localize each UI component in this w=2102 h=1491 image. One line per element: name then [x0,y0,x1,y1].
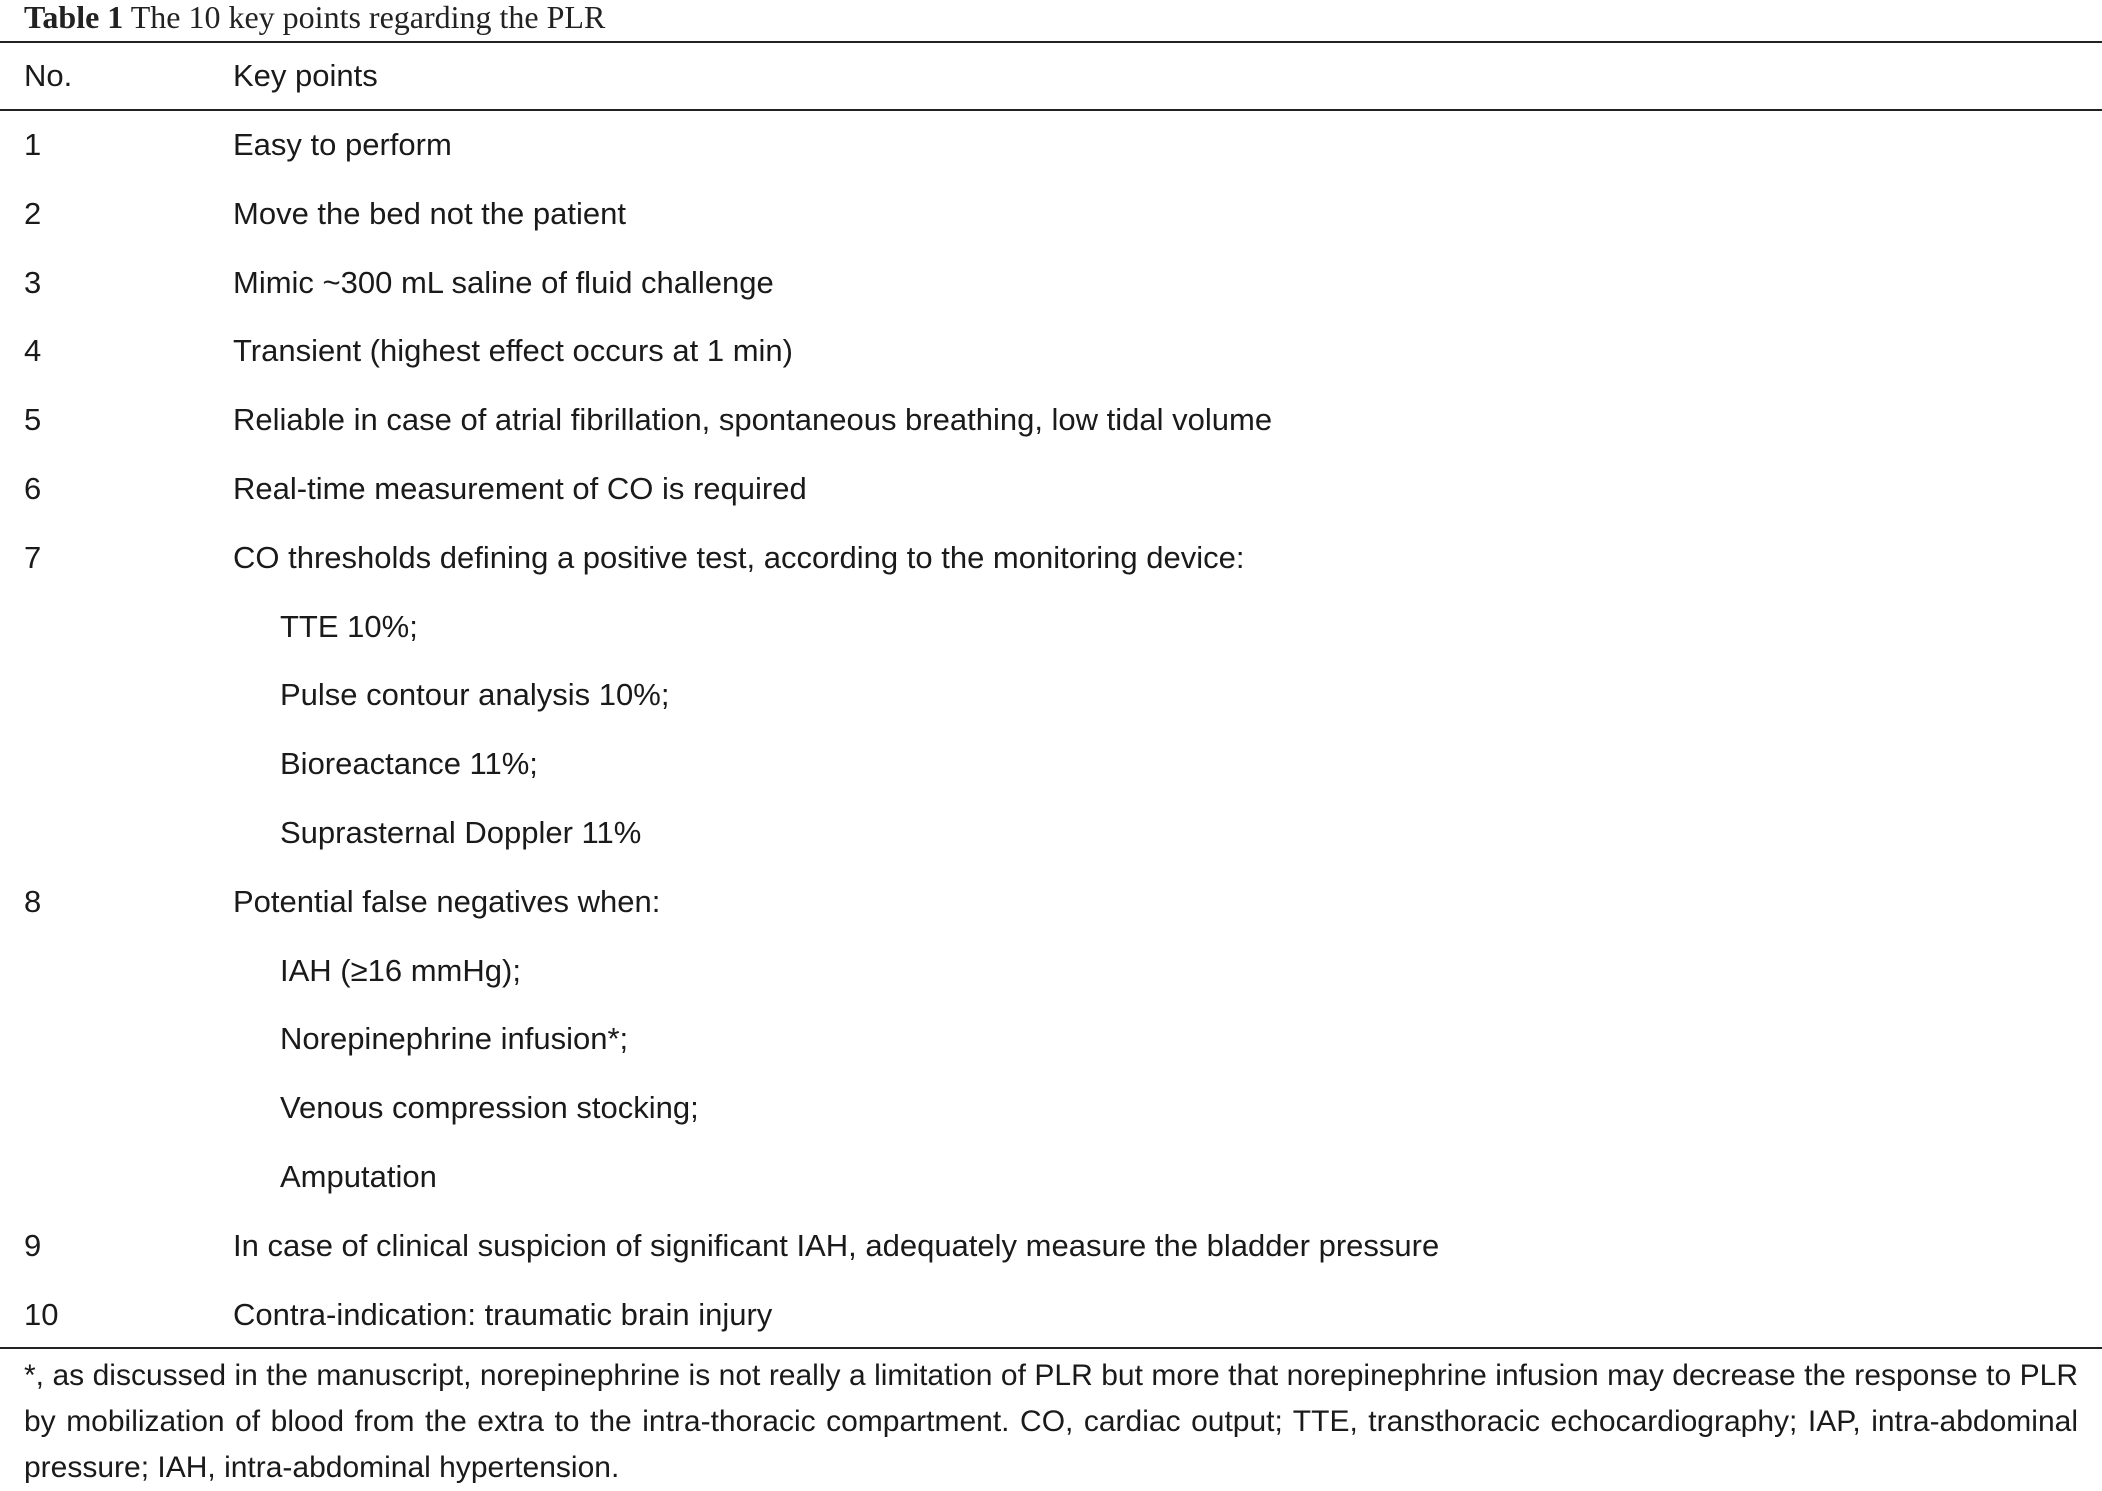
row-sub-point: IAH (≥16 mmHg); [280,952,521,988]
table-title: The 10 key points regarding the PLR [130,0,606,35]
table-row [0,114,2102,183]
table-row [0,871,2102,940]
row-key-point: Transient (highest effect occurs at 1 min) [233,333,793,369]
table-row [0,320,2102,389]
table-row [0,1215,2102,1284]
table-footnote: *, as discussed in the manuscript, norepinephrine is not really a limitation of PLR but more that norepinephrine infusion may decrease the response to PLR by mobilization of blood from the extra to the intra-thoracic compartment. CO, cardiac output; TTE, transthoracic echocardiography; IAP, intra-abdominal pressure; IAH, intra-abdominal hypertension. [24,1359,2078,1484]
table-subrow [0,1008,2102,1077]
table-caption [24,0,605,40]
row-sub-point: Norepinephrine infusion*; [280,1021,629,1057]
header-no: No. [24,58,73,93]
row-key-point: Potential false negatives when: [233,883,661,919]
table-subrow [0,802,2102,871]
table-subrow [0,733,2102,802]
row-number: 7 [24,539,42,575]
row-number: 1 [24,127,42,162]
table-body [0,114,2102,1352]
row-key-point: Reliable in case of atrial fibrillation, spontaneous breathing, low tidal volume [233,402,1273,438]
header-key-points: Key points [233,58,378,93]
table-row [0,458,2102,527]
table-header-row [0,45,2102,107]
row-key-point: CO thresholds defining a positive test, according to the monitoring device: [233,539,1245,575]
row-key-point: In case of clinical suspicion of significant IAH, adequately measure the bladder pressure [233,1227,1440,1263]
table-top-rule [0,41,2102,43]
row-sub-point: Amputation [280,1158,437,1194]
table-row [0,252,2102,321]
row-number: 2 [24,195,42,231]
row-number: 10 [24,1296,59,1332]
row-sub-point: Bioreactance 11%; [280,746,538,782]
row-number: 5 [24,402,42,438]
row-sub-point: TTE 10%; [280,608,418,644]
table-subrow [0,1077,2102,1146]
row-number: 8 [24,883,42,919]
row-key-point: Easy to perform [233,127,452,162]
row-sub-point: Pulse contour analysis 10%; [280,677,670,713]
table-row [0,1284,2102,1353]
table-label: Table 1 [24,0,124,35]
row-number: 6 [24,470,42,506]
row-key-point: Real-time measurement of CO is required [233,470,807,506]
table-subrow [0,1146,2102,1215]
row-sub-point: Venous compression stocking; [280,1090,699,1126]
table-subrow [0,664,2102,733]
row-number: 9 [24,1227,42,1263]
table-header-rule [0,109,2102,111]
row-key-point: Mimic ~300 mL saline of fluid challenge [233,264,774,300]
row-key-point: Contra-indication: traumatic brain injury [233,1296,773,1332]
row-number: 4 [24,333,42,369]
table-row [0,527,2102,596]
table-subrow [0,596,2102,665]
row-key-point: Move the bed not the patient [233,195,626,231]
table-row [0,183,2102,252]
table-row [0,389,2102,458]
table-subrow [0,940,2102,1009]
row-number: 3 [24,264,42,300]
row-sub-point: Suprasternal Doppler 11% [280,814,642,850]
table-bottom-rule [0,1347,2102,1349]
